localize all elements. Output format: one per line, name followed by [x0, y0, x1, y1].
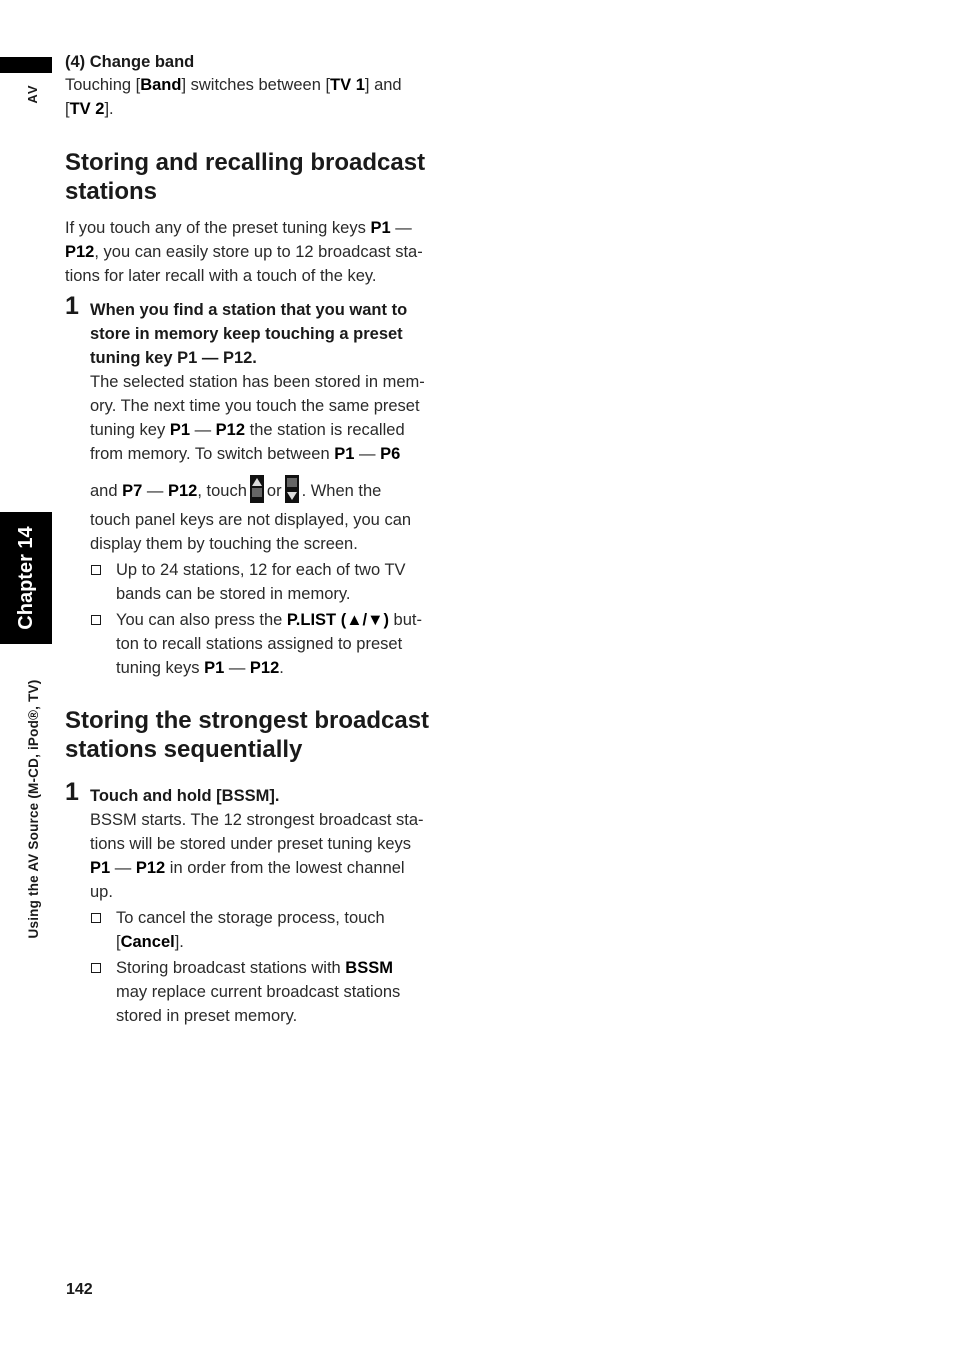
- step-number: 1: [65, 778, 79, 806]
- change-band-text-2: [TV 2].: [65, 100, 114, 118]
- note-bssm-replace: Storing broadcast stations with BSSM may replace current broadcast stations stored in preset memory.: [65, 956, 455, 1028]
- page-number: 142: [66, 1281, 93, 1298]
- source-label: Using the AV Source (M-CD, iPod®, TV): [26, 679, 41, 939]
- note-cancel: To cancel the storage process, touch [Cancel].: [65, 906, 455, 954]
- page-down-icon[interactable]: [285, 475, 299, 503]
- checkbox-bullet-icon: [91, 565, 101, 575]
- side-tab-bar: [0, 57, 52, 73]
- step-1-store: 1 When you find a station that you want to store in memory keep touching a preset tuning key P1 — P12. The selected station has been stored in mem- ory. The next time you touch the same preset tuning key P1 — P12 the station is recalled from memory. To switch between P1 — P6 and P7 — P12, touch or . When the touch panel keys are not displayed, you can display them by touching the screen.: [65, 292, 425, 553]
- section-title-storing: Storing and recalling broadcast stations: [65, 149, 426, 205]
- checkbox-bullet-icon: [91, 615, 101, 625]
- step-1-bssm: 1 Touch and hold [BSSM]. BSSM starts. The 12 strongest broadcast sta- tions will be stored under preset tuning keys P1 — P12 in order from the lowest channel up.: [65, 778, 424, 901]
- step-number: 1: [65, 292, 79, 320]
- page-up-icon[interactable]: [250, 475, 264, 503]
- section-intro: If you touch any of the preset tuning keys P1 — P12, you can easily store up to 12 broadcast sta- tions for later recall with a touch of the key.: [65, 219, 423, 285]
- note-24-stations: Up to 24 stations, 12 for each of two TV bands can be stored in memory.: [65, 558, 455, 606]
- change-band-heading: (4) Change band: [65, 53, 195, 71]
- page-content: [65, 52, 455, 1028]
- change-band-text: Touching [Band] switches between [TV 1] and: [65, 76, 402, 94]
- checkbox-bullet-icon: [91, 913, 101, 923]
- chapter-label: Chapter 14: [15, 526, 37, 630]
- section-title-bssm: Storing the strongest broadcast stations sequentially: [65, 707, 430, 763]
- note-plist: You can also press the P.LIST (▲/▼) but- ton to recall stations assigned to preset tuning keys P1 — P12.: [65, 608, 455, 680]
- checkbox-bullet-icon: [91, 963, 101, 973]
- av-label: AV: [25, 84, 40, 104]
